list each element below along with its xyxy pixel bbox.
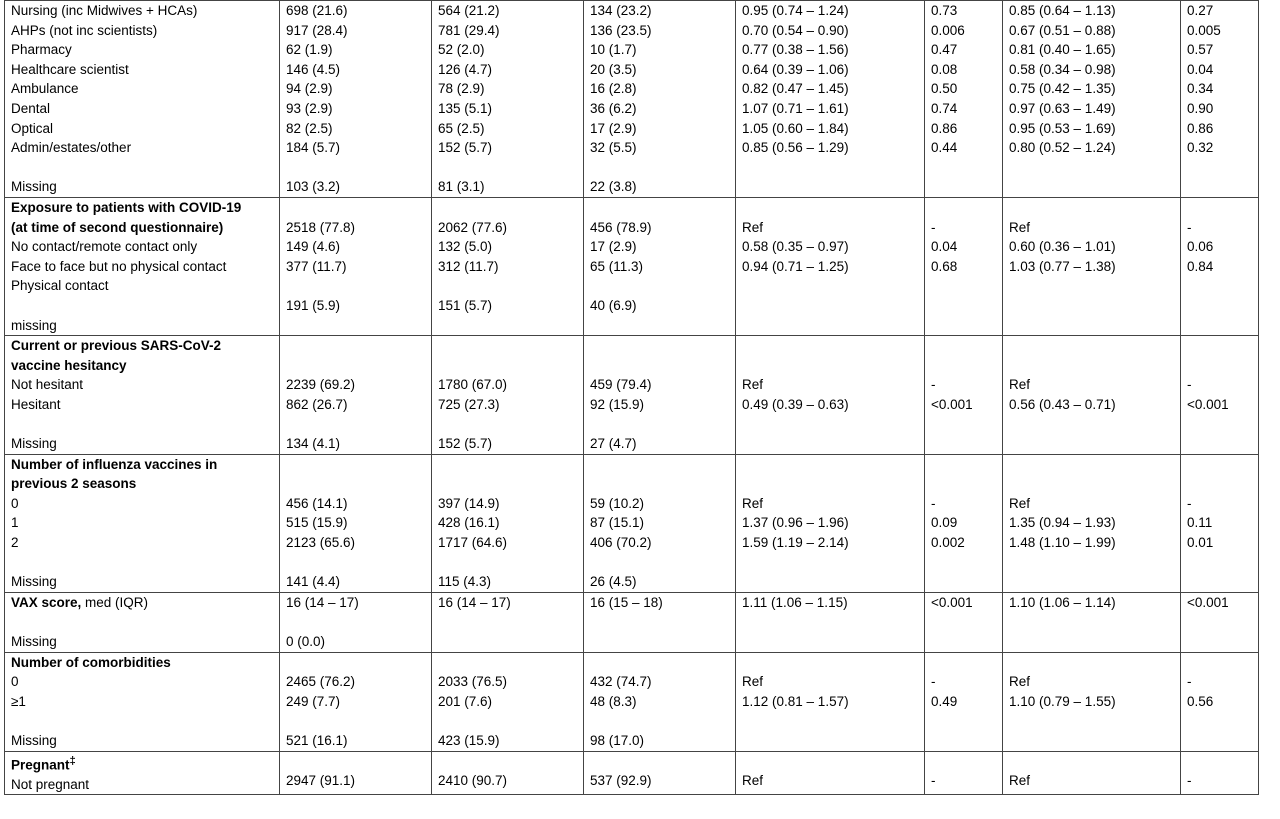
value-cell-col-6: 0.85 (0.64 – 1.13) 0.67 (0.51 – 0.88) 0.81 (0.40 – 1.65) 0.58 (0.34 – 0.98) 0.75 (0.42 – 1.35) 0.97 (0.63 – 1.49) 0.95 (0.53 – 1.69) 0.80 (0.52 – 1.24) [1003,1,1181,198]
value-cell-col-4: Ref 1.37 (0.96 – 1.96) 1.59 (1.19 – 2.14) [736,454,925,592]
value-cell-col-6: Ref [1003,751,1181,795]
value-cell-col-7: - [1181,751,1259,795]
row-labels: Not pregnant [11,776,90,792]
value-cell-col-6: Ref 1.35 (0.94 – 1.93) 1.48 (1.10 – 1.99) [1003,454,1181,592]
value-cell-col-5: 0.73 0.006 0.47 0.08 0.50 0.74 0.86 0.44 [925,1,1003,198]
section-heading: Number of influenza vaccines in previous 2 seasons [11,456,218,492]
value-cell-col-1: 2947 (91.1) [280,751,432,795]
value-cell-col-7: <0.001 [1181,592,1259,652]
row-label-cell [5,751,280,795]
value-cell-col-5: <0.001 [925,592,1003,652]
value-cell-col-7: - 0.06 0.84 [1181,197,1259,335]
row-labels: Nursing (inc Midwives + HCAs) AHPs (not inc scientists) Pharmacy Healthcare scientist Ambulance Dental Optical Admin/estates/other Missing [11,3,198,195]
table-row-group [5,336,1259,455]
value-cell-col-1: 2518 (77.8) 149 (4.6) 377 (11.7) 191 (5.9) [280,197,432,335]
row-labels: med (IQR) Missing [11,594,149,649]
value-cell-col-3: 134 (23.2) 136 (23.5) 10 (1.7) 20 (3.5) 16 (2.8) 36 (6.2) 17 (2.9) 32 (5.5) 22 (3.8) [584,1,736,198]
table-row-group [5,197,1259,335]
value-cell-col-4: Ref 0.58 (0.35 – 0.97) 0.94 (0.71 – 1.25) [736,197,925,335]
value-cell-col-7: 0.27 0.005 0.57 0.04 0.34 0.90 0.86 0.32 [1181,1,1259,198]
value-cell-col-5: - 0.04 0.68 [925,197,1003,335]
row-label-cell [5,197,280,335]
value-cell-col-6: 1.10 (1.06 – 1.14) [1003,592,1181,652]
value-cell-col-7: - 0.56 [1181,652,1259,751]
value-cell-col-2: 2410 (90.7) [432,751,584,795]
value-cell-col-5: - <0.001 [925,336,1003,455]
row-label-cell [5,652,280,751]
value-cell-col-4: 1.11 (1.06 – 1.15) [736,592,925,652]
section-heading: Number of comorbidities [11,654,171,670]
value-cell-col-1: 456 (14.1) 515 (15.9) 2123 (65.6) 141 (4.4) [280,454,432,592]
value-cell-col-2: 2062 (77.6) 132 (5.0) 312 (11.7) 151 (5.7) [432,197,584,335]
table-row-group [5,1,1259,198]
value-cell-col-4: Ref [736,751,925,795]
row-label-cell [5,454,280,592]
data-table [4,0,1259,795]
value-cell-col-2: 1780 (67.0) 725 (27.3) 152 (5.7) [432,336,584,455]
value-cell-col-4: Ref 1.12 (0.81 – 1.57) [736,652,925,751]
row-label-cell [5,336,280,455]
value-cell-col-4: Ref 0.49 (0.39 – 0.63) [736,336,925,455]
value-cell-col-2: 16 (14 – 17) [432,592,584,652]
value-cell-col-3: 16 (15 – 18) [584,592,736,652]
value-cell-col-3: 432 (74.7) 48 (8.3) 98 (17.0) [584,652,736,751]
table-row-group [5,454,1259,592]
row-label-cell [5,592,280,652]
value-cell-col-6: Ref 1.10 (0.79 – 1.55) [1003,652,1181,751]
row-labels: Not hesitant Hesitant Missing [11,377,84,452]
table-row-group [5,751,1259,795]
section-heading: Current or previous SARS-CoV-2 vaccine hesitancy [11,338,222,373]
section-heading: Pregnant [11,757,70,773]
value-cell-col-2: 397 (14.9) 428 (16.1) 1717 (64.6) 115 (4.3) [432,454,584,592]
table-row-group [5,592,1259,652]
table-row-group [5,652,1259,751]
row-labels: 0 1 2 Missing [11,495,57,590]
value-cell-col-2: 2033 (76.5) 201 (7.6) 423 (15.9) [432,652,584,751]
value-cell-col-7: - <0.001 [1181,336,1259,455]
value-cell-col-6: Ref 0.60 (0.36 – 1.01) 1.03 (0.77 – 1.38) [1003,197,1181,335]
footnote-marker: ‡ [69,754,76,767]
section-heading: Exposure to patients with COVID-19 (at time of second questionnaire) [11,199,242,235]
value-cell-col-5: - 0.09 0.002 [925,454,1003,592]
value-cell-col-2: 564 (21.2) 781 (29.4) 52 (2.0) 126 (4.7) 78 (2.9) 135 (5.1) 65 (2.5) 152 (5.7) 81 (3.1) [432,1,584,198]
value-cell-col-4: 0.95 (0.74 – 1.24) 0.70 (0.54 – 0.90) 0.77 (0.38 – 1.56) 0.64 (0.39 – 1.06) 0.82 (0.47 – 1.45) 1.07 (0.71 – 1.61) 1.05 (0.60 – 1.84) 0.85 (0.56 – 1.29) [736,1,925,198]
value-cell-col-7: - 0.11 0.01 [1181,454,1259,592]
value-cell-col-3: 537 (92.9) [584,751,736,795]
row-labels: No contact/remote contact only Face to face but no physical contact Physical contact missing [11,239,227,333]
value-cell-col-3: 456 (78.9) 17 (2.9) 65 (11.3) 40 (6.9) [584,197,736,335]
value-cell-col-5: - [925,751,1003,795]
value-cell-col-6: Ref 0.56 (0.43 – 0.71) [1003,336,1181,455]
value-cell-col-1: 16 (14 – 17) 0 (0.0) [280,592,432,652]
value-cell-col-3: 459 (79.4) 92 (15.9) 27 (4.7) [584,336,736,455]
value-cell-col-5: - 0.49 [925,652,1003,751]
value-cell-col-3: 59 (10.2) 87 (15.1) 406 (70.2) 26 (4.5) [584,454,736,592]
value-cell-col-1: 2239 (69.2) 862 (26.7) 134 (4.1) [280,336,432,455]
section-heading: VAX score, [11,594,82,610]
row-label-cell [5,1,280,198]
value-cell-col-1: 2465 (76.2) 249 (7.7) 521 (16.1) [280,652,432,751]
value-cell-col-1: 698 (21.6) 917 (28.4) 62 (1.9) 146 (4.5) 94 (2.9) 93 (2.9) 82 (2.5) 184 (5.7) 103 (3.2) [280,1,432,198]
row-labels: 0 ≥1 Missing [11,674,57,748]
